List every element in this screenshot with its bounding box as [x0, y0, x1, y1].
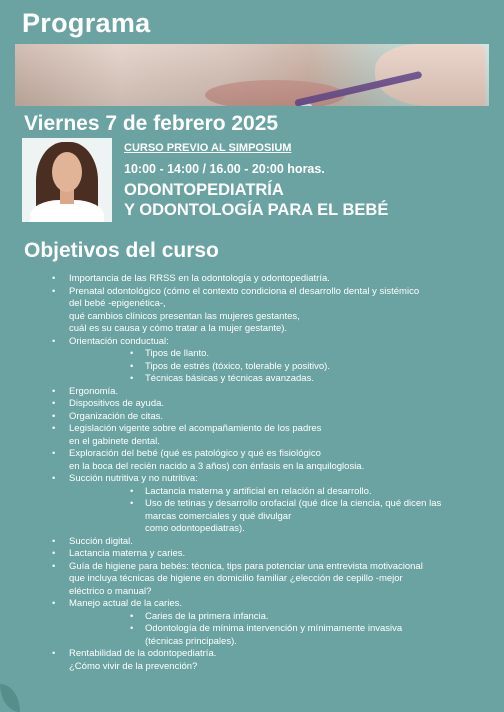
course-tag: CURSO PREVIO AL SIMPOSIUM — [124, 142, 292, 154]
banner-image — [15, 44, 489, 106]
list-item — [0, 448, 504, 473]
bullet-icon: • — [52, 648, 56, 659]
bullet-icon: • — [52, 398, 56, 409]
list-item — [0, 473, 504, 486]
bullet-icon: • — [130, 348, 134, 359]
list-item-line: Importancia de las RRSS en la odontología y odontopediatría. — [69, 273, 330, 284]
page-title: Programa — [22, 8, 151, 38]
bullet-icon: • — [52, 273, 56, 284]
list-item — [0, 536, 504, 549]
list-item — [0, 411, 504, 424]
list-item — [0, 273, 504, 286]
list-item-line: Guía de higiene para bebés: técnica, tips para potenciar una entrevista motivacional — [69, 560, 423, 572]
list-item-line: Técnicas básicas y técnicas avanzadas. — [145, 373, 314, 384]
list-item-line: Organización de citas. — [69, 410, 163, 422]
list-item-line: (técnicas principales). — [145, 635, 237, 647]
bullet-icon: • — [52, 548, 56, 559]
list-item — [0, 561, 504, 599]
list-item-line: Lactancia materna y caries. — [69, 548, 186, 559]
list-item-line: Tipos de llanto. — [145, 348, 210, 359]
list-item-line: Legislación vigente sobre el acompañamiento de los padres — [69, 423, 322, 434]
bullet-icon: • — [130, 610, 134, 622]
list-item — [0, 548, 504, 561]
bullet-icon: • — [52, 560, 56, 572]
bullet-icon: • — [52, 473, 56, 484]
list-item-line: Manejo actual de la caries. — [69, 598, 183, 609]
sub-list-item — [0, 498, 504, 536]
bullet-icon: • — [52, 385, 56, 397]
list-item-line: Prenatal odontológico (cómo el contexto condiciona el desarrollo dental y sistémico — [69, 285, 420, 297]
list-item — [0, 386, 504, 399]
list-item-line: que incluya técnicas de higiene en domicilio familiar ¿elección de cepillo -mejor — [69, 573, 403, 584]
course-title — [124, 180, 388, 220]
list-item-line: en el gabinete dental. — [69, 435, 160, 447]
list-item-line: del bebé -epigenética-, — [69, 298, 166, 309]
list-item — [0, 598, 504, 611]
sub-list-item — [0, 348, 504, 361]
list-item — [0, 286, 504, 336]
sub-list-item — [0, 373, 504, 386]
list-item-line: Uso de tetinas y desarrollo orofacial (qué dice la ciencia, qué dicen las — [145, 498, 442, 509]
list-item-line: Orientación conductual: — [69, 335, 169, 347]
list-item-line: Caries de la primera infancia. — [145, 610, 269, 622]
speaker-photo — [22, 138, 112, 222]
list-item-line: Dispositivos de ayuda. — [69, 398, 165, 409]
list-item-line: Odontología de mínima intervención y mínimamente invasiva — [145, 623, 403, 634]
bullet-icon: • — [52, 448, 56, 459]
list-item — [0, 398, 504, 411]
bullet-icon: • — [130, 360, 134, 372]
bullet-icon: • — [52, 335, 56, 347]
list-item-line: Ergonomía. — [69, 385, 119, 397]
list-item — [0, 648, 504, 673]
list-item-line: Tipos de estrés (tóxico, tolerable y positivo). — [145, 360, 330, 372]
bullet-icon: • — [130, 485, 134, 497]
objectives-heading: Objetivos del curso — [24, 239, 219, 262]
sub-list-item — [0, 486, 504, 499]
list-item-line: Lactancia materna y artificial en relación al desarrollo. — [145, 485, 372, 497]
list-item-line: ¿Cómo vivir de la prevención? — [69, 660, 198, 672]
sub-list-item — [0, 361, 504, 374]
list-item-line: qué cambios clínicos presentan las mujeres gestantes, — [69, 310, 300, 322]
list-item-line: en la boca del recién nacido a 3 años) con énfasis en la anquiloglosia. — [69, 460, 365, 472]
leaf-decoration — [0, 684, 20, 712]
list-item-line: Rentabilidad de la odontopediatría. — [69, 648, 217, 659]
course-title-line-2: Y ODONTOLOGÍA PARA EL BEBÉ — [124, 201, 389, 219]
list-item — [0, 423, 504, 448]
list-item-line: eléctrico o manual? — [69, 585, 152, 597]
list-item — [0, 336, 504, 349]
session-date: Viernes 7 de febrero 2025 — [24, 112, 279, 135]
bullet-icon: • — [52, 423, 56, 434]
bullet-icon: • — [130, 623, 134, 634]
bullet-icon: • — [52, 285, 56, 297]
list-item-line: Succión digital. — [69, 535, 133, 547]
sub-list-item — [0, 611, 504, 624]
list-item-line: marcas comerciales y qué divulgar — [145, 510, 292, 522]
bullet-icon: • — [130, 498, 134, 509]
course-title-line-1: ODONTOPEDIATRÍA — [124, 181, 284, 199]
bullet-icon: • — [52, 535, 56, 547]
bullet-icon: • — [52, 598, 56, 609]
list-item-line: Succión nutritiva y no nutritiva: — [69, 473, 198, 484]
sub-list-item — [0, 623, 504, 648]
objectives-list — [0, 273, 504, 673]
bullet-icon: • — [52, 410, 56, 422]
list-item-line: Exploración del bebé (qué es patológico y qué es fisiológico — [69, 448, 321, 459]
bullet-icon: • — [130, 373, 134, 384]
list-item-line: cuál es su causa y cómo tratar a la mujer gestante). — [69, 323, 288, 334]
list-item-line: como odontopediatras). — [145, 523, 245, 534]
course-hours: 10:00 - 14:00 / 16.00 - 20:00 horas. — [124, 162, 325, 176]
